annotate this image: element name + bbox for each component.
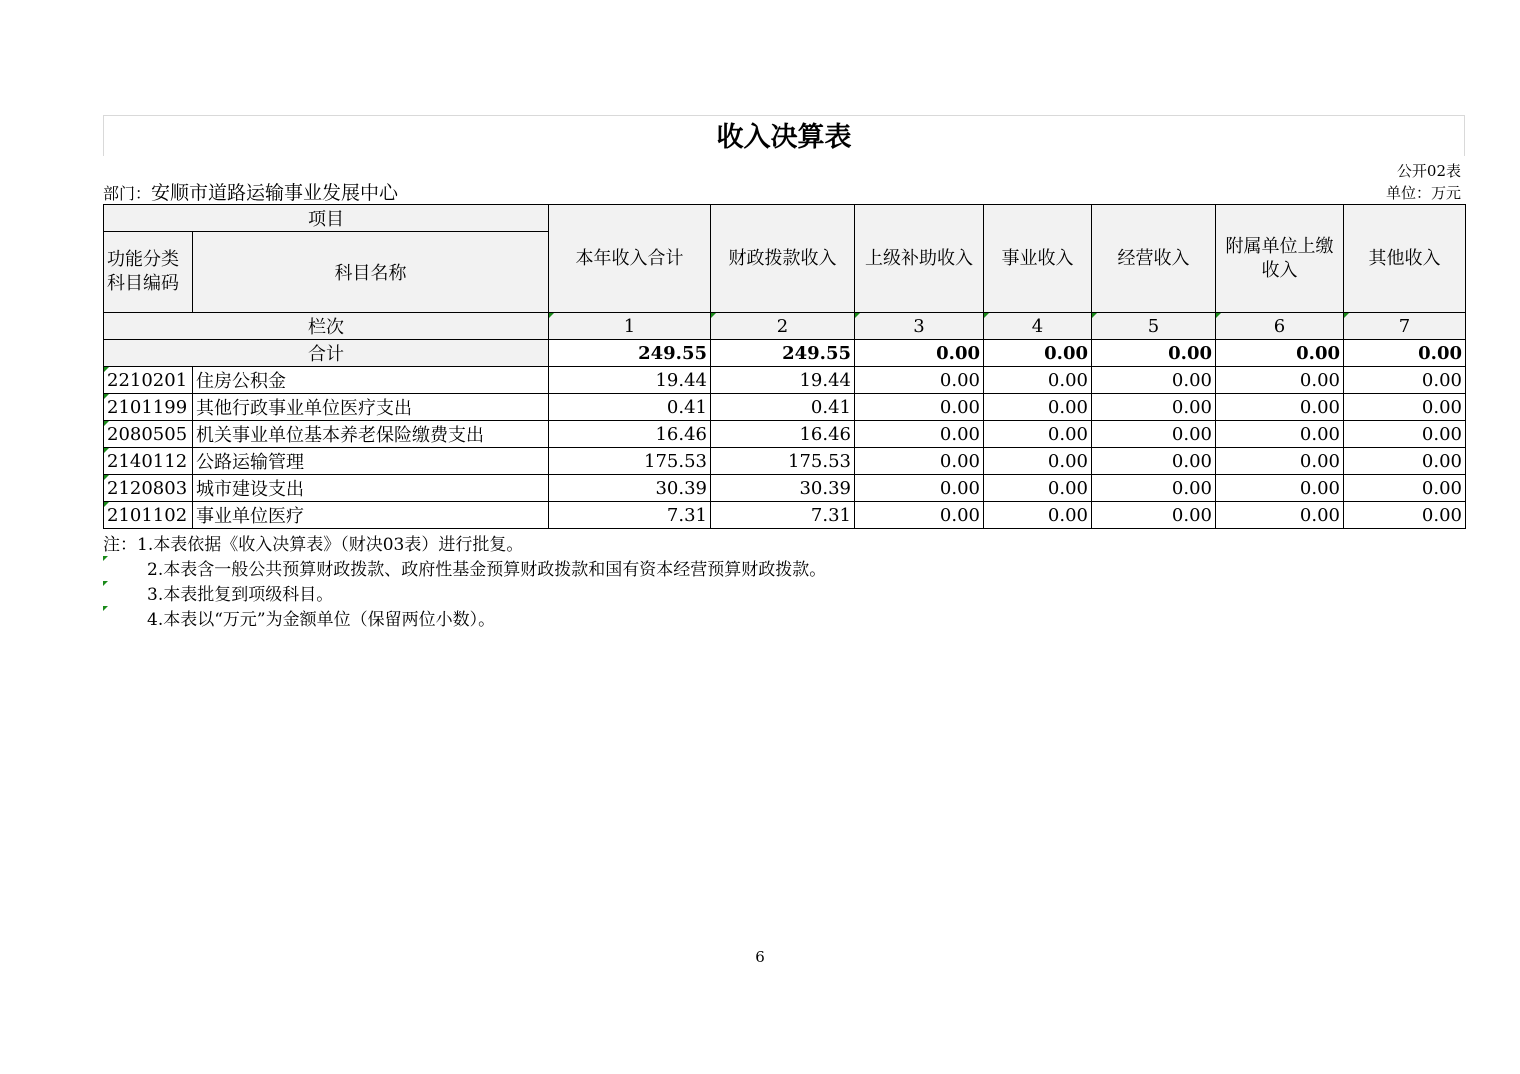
total-value: 0.00 <box>1344 340 1466 367</box>
total-row <box>104 340 1466 367</box>
table-row <box>104 421 1466 448</box>
row-value: 0.00 <box>1092 502 1216 529</box>
row-value: 0.41 <box>549 394 711 421</box>
row-name: 公路运输管理 <box>193 448 549 475</box>
total-value: 0.00 <box>984 340 1092 367</box>
row-name: 城市建设支出 <box>193 475 549 502</box>
seq-7: 7 <box>1344 313 1466 340</box>
row-value: 0.00 <box>1092 448 1216 475</box>
header-code: 功能分类科目编码 <box>104 232 193 313</box>
row-value: 30.39 <box>711 475 855 502</box>
header-row-1 <box>104 205 1466 232</box>
row-value: 0.00 <box>855 475 984 502</box>
department-label: 部门： <box>103 184 152 203</box>
row-value: 0.00 <box>1092 394 1216 421</box>
row-value: 19.44 <box>549 367 711 394</box>
row-value: 0.00 <box>1344 367 1466 394</box>
total-value: 0.00 <box>855 340 984 367</box>
row-value: 0.00 <box>855 502 984 529</box>
department <box>103 182 398 204</box>
header-col-2: 财政拨款收入 <box>711 205 855 313</box>
report-sheet <box>103 115 1465 633</box>
notes <box>103 533 1465 633</box>
row-value: 0.00 <box>855 394 984 421</box>
note-2: 2.本表含一般公共预算财政拨款、政府性基金预算财政拨款和国有资本经营预算财政拨款。 <box>103 558 1465 583</box>
row-value: 0.00 <box>1216 394 1344 421</box>
row-code: 2140112 <box>104 448 193 475</box>
table-code: 公开02表 <box>1396 162 1461 180</box>
row-value: 0.00 <box>1344 394 1466 421</box>
row-code: 2101102 <box>104 502 193 529</box>
seq-1: 1 <box>549 313 711 340</box>
row-value: 16.46 <box>711 421 855 448</box>
seq-6: 6 <box>1216 313 1344 340</box>
row-code: 2210201 <box>104 367 193 394</box>
row-value: 19.44 <box>711 367 855 394</box>
row-value: 0.00 <box>855 421 984 448</box>
row-value: 0.00 <box>1216 502 1344 529</box>
row-value: 0.00 <box>1344 475 1466 502</box>
row-value: 175.53 <box>549 448 711 475</box>
seq-label: 栏次 <box>104 313 549 340</box>
header-col-5: 经营收入 <box>1092 205 1216 313</box>
row-value: 0.00 <box>984 394 1092 421</box>
row-value: 0.00 <box>1216 367 1344 394</box>
row-value: 0.00 <box>984 502 1092 529</box>
row-value: 0.00 <box>1344 421 1466 448</box>
row-value: 7.31 <box>711 502 855 529</box>
note-1: 注：1.本表依据《收入决算表》（财决03表）进行批复。 <box>103 535 524 555</box>
row-value: 0.00 <box>1092 367 1216 394</box>
row-value: 16.46 <box>549 421 711 448</box>
row-name: 事业单位医疗 <box>193 502 549 529</box>
header-col-3: 上级补助收入 <box>855 205 984 313</box>
row-value: 0.00 <box>1216 475 1344 502</box>
total-value: 0.00 <box>1092 340 1216 367</box>
header-col-1: 本年收入合计 <box>549 205 711 313</box>
row-code: 2101199 <box>104 394 193 421</box>
row-value: 0.00 <box>1216 421 1344 448</box>
header-name: 科目名称 <box>193 232 549 313</box>
header-item: 项目 <box>104 205 549 232</box>
row-value: 0.00 <box>1344 448 1466 475</box>
row-code: 2120803 <box>104 475 193 502</box>
page-number: 6 <box>755 948 765 966</box>
header-col-6: 附属单位上缴收入 <box>1216 205 1344 313</box>
total-label: 合计 <box>104 340 549 367</box>
row-value: 30.39 <box>549 475 711 502</box>
row-value: 0.00 <box>1092 475 1216 502</box>
note-4: 4.本表以“万元”为金额单位（保留两位小数）。 <box>103 608 1465 633</box>
row-value: 0.00 <box>855 448 984 475</box>
table-row <box>104 502 1466 529</box>
total-value: 0.00 <box>1216 340 1344 367</box>
seq-5: 5 <box>1092 313 1216 340</box>
row-value: 0.00 <box>855 367 984 394</box>
header-col-4: 事业收入 <box>984 205 1092 313</box>
row-value: 0.00 <box>1216 448 1344 475</box>
table-row <box>104 394 1466 421</box>
note-3: 3.本表批复到项级科目。 <box>103 583 1465 608</box>
row-value: 0.00 <box>984 448 1092 475</box>
report-title: 收入决算表 <box>103 115 1465 156</box>
row-value: 0.00 <box>1344 502 1466 529</box>
row-value: 0.00 <box>984 421 1092 448</box>
table-row <box>104 367 1466 394</box>
income-table <box>103 204 1466 529</box>
department-name: 安顺市道路运输事业发展中心 <box>151 182 399 204</box>
meta-row <box>103 182 1465 204</box>
row-name: 机关事业单位基本养老保险缴费支出 <box>193 421 549 448</box>
row-name: 住房公积金 <box>193 367 549 394</box>
table-row <box>104 448 1466 475</box>
row-value: 0.00 <box>1092 421 1216 448</box>
table-row <box>104 475 1466 502</box>
row-name: 其他行政事业单位医疗支出 <box>193 394 549 421</box>
total-value: 249.55 <box>549 340 711 367</box>
seq-row <box>104 313 1466 340</box>
header-col-7: 其他收入 <box>1344 205 1466 313</box>
total-value: 249.55 <box>711 340 855 367</box>
row-value: 0.00 <box>984 475 1092 502</box>
seq-2: 2 <box>711 313 855 340</box>
row-value: 0.41 <box>711 394 855 421</box>
unit-label: 单位：万元 <box>1385 184 1461 202</box>
seq-3: 3 <box>855 313 984 340</box>
seq-4: 4 <box>984 313 1092 340</box>
row-code: 2080505 <box>104 421 193 448</box>
row-value: 7.31 <box>549 502 711 529</box>
row-value: 0.00 <box>984 367 1092 394</box>
row-value: 175.53 <box>711 448 855 475</box>
